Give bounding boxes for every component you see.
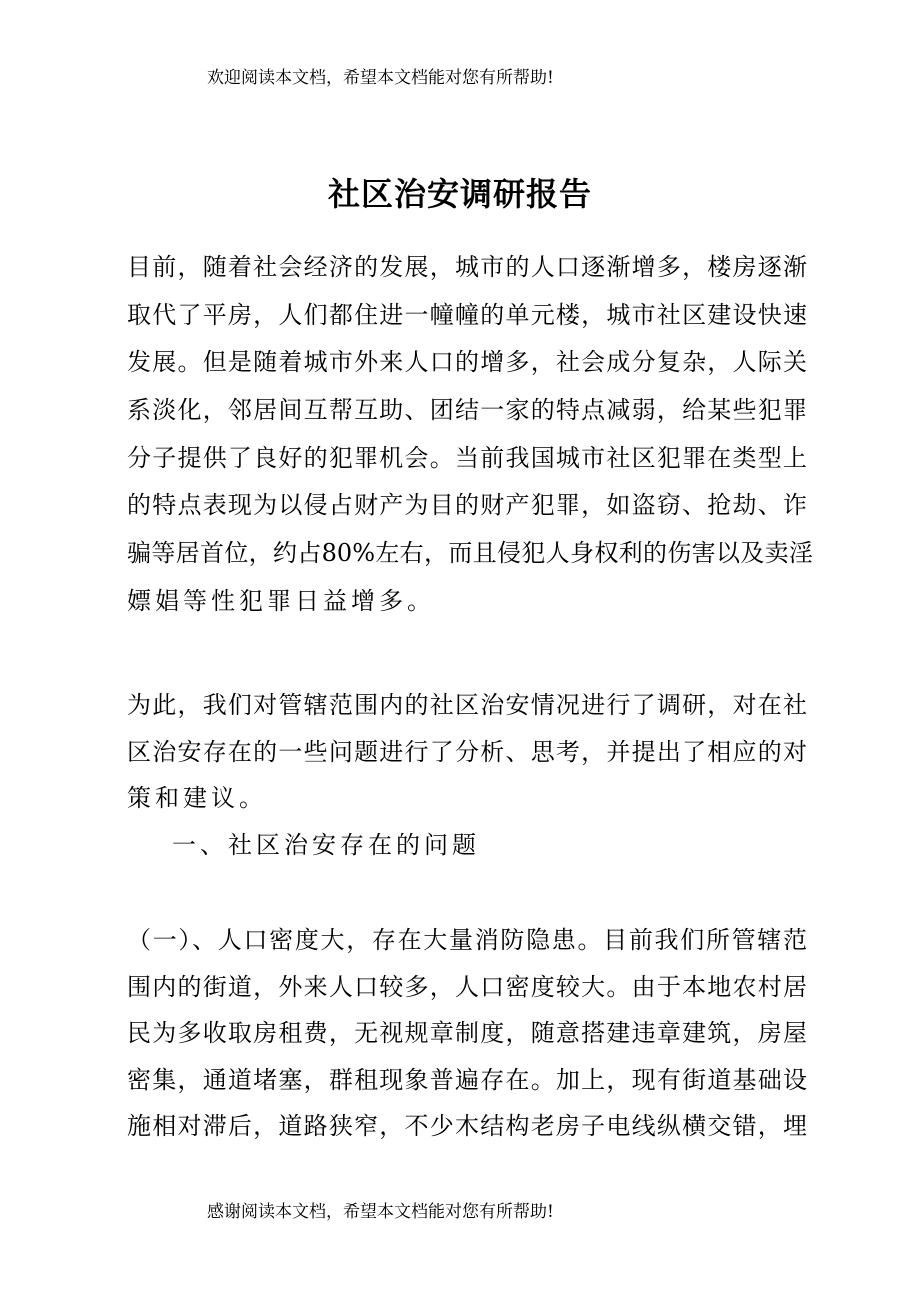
paragraph-line: 系淡化，邻居间互帮互助、团结一家的特点减弱，给某些犯罪 [127, 396, 807, 424]
paragraph-line: 区治安存在的一些问题进行了分析、思考，并提出了相应的对 [127, 738, 807, 766]
paragraph-line: 嫖娼等性犯罪日益增多。 [127, 587, 435, 615]
paragraph-line: 密集，通道堵塞，群租现象普遍存在。加上，现有街道基础设 [127, 1066, 807, 1094]
paragraph-line: （一）、人口密度大，存在大量消防隐患。目前我们所管辖范 [127, 926, 807, 954]
paragraph-line: 取代了平房，人们都住进一幢幢的单元楼，城市社区建设快速 [127, 301, 807, 329]
page-footer: 感谢阅读本文档，希望本文档能对您有所帮助! [207, 1202, 554, 1222]
page-header: 欢迎阅读本文档，希望本文档能对您有所帮助! [207, 68, 554, 88]
paragraph-line: 发展。但是随着城市外来人口的增多，社会成分复杂，人际关 [127, 348, 807, 376]
paragraph-line: 围内的街道，外来人口较多，人口密度较大。由于本地农村居 [127, 973, 807, 1001]
paragraph-line: 骗等居首位，约占80%左右，而且侵犯人身权利的伤害以及卖淫 [127, 539, 813, 567]
paragraph-line: 为此，我们对管辖范围内的社区治安情况进行了调研，对在社 [127, 691, 807, 719]
section-heading: 一、社区治安存在的问题 [172, 831, 480, 859]
paragraph-line: 施相对滞后，道路狭窄，不少木结构老房子电线纵横交错，埋 [127, 1112, 807, 1140]
document-title: 社区治安调研报告 [327, 175, 592, 213]
paragraph-line: 策和建议。 [127, 784, 267, 812]
paragraph-line: 民为多收取房租费，无视规章制度，随意搭建违章建筑，房屋 [127, 1019, 807, 1047]
paragraph-line: 分子提供了良好的犯罪机会。当前我国城市社区犯罪在类型上 [127, 444, 807, 472]
paragraph-line: 目前，随着社会经济的发展，城市的人口逐渐增多，楼房逐渐 [127, 253, 807, 281]
paragraph-line: 的特点表现为以侵占财产为目的财产犯罪，如盗窃、抢劫、诈 [127, 491, 807, 519]
